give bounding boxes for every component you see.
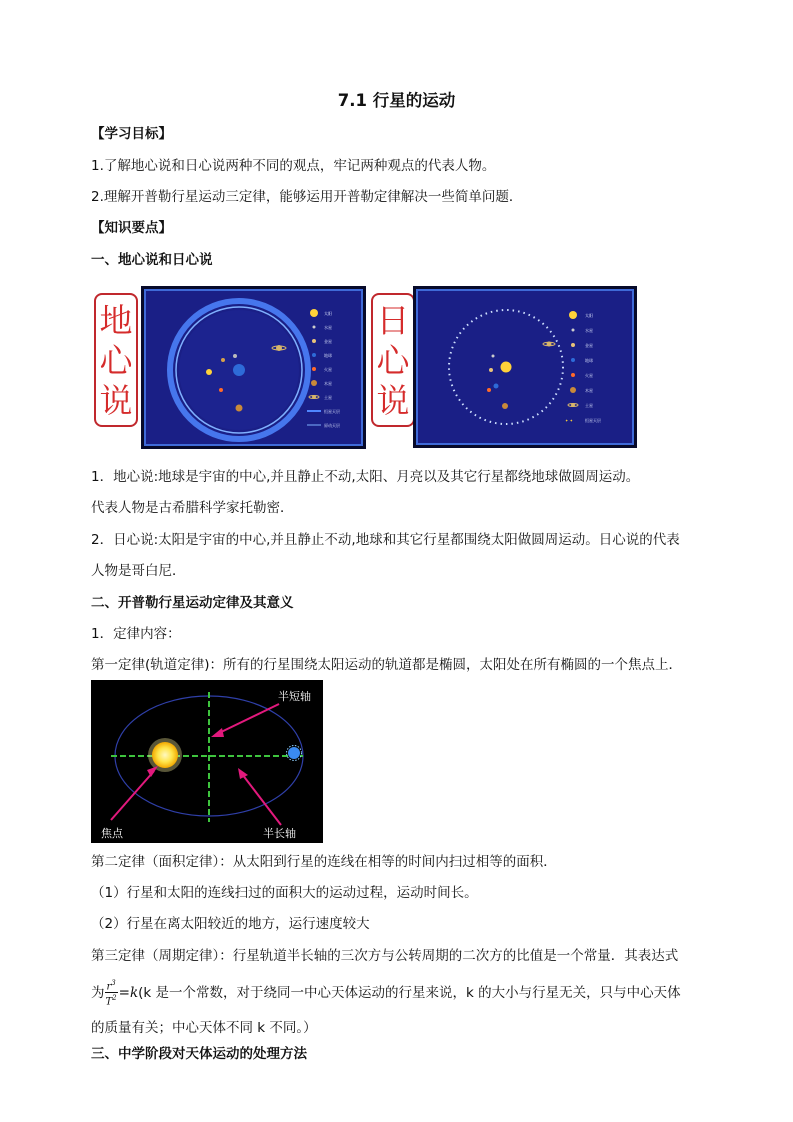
paragraph: （1）行星和太阳的连线扫过的面积大的运动过程，运动时间长。 <box>91 885 478 901</box>
legend-label: 水星 <box>585 328 593 333</box>
legend-label: 太阳 <box>324 311 332 316</box>
legend-label: 火星 <box>585 373 593 378</box>
label-char: 说 <box>376 381 410 420</box>
label-char: 心 <box>99 341 133 380</box>
svg-text:✦ ✦: ✦ ✦ <box>565 418 573 423</box>
semi-minor-axis-label: 半短轴 <box>278 690 311 703</box>
section-heading: 二、开普勒行星运动定律及其意义 <box>91 595 294 611</box>
label-char: 地 <box>99 301 133 340</box>
paragraph: 人物是哥白尼． <box>91 563 186 579</box>
label-char: 说 <box>99 381 133 420</box>
focus-label: 焦点 <box>101 827 123 840</box>
formula-fraction <box>105 978 118 1008</box>
legend-label: 太阳 <box>585 313 593 318</box>
page-title: 7.1 行星的运动 <box>337 91 456 110</box>
heliocentric-label <box>371 293 415 427</box>
goals-heading: 【学习目标】 <box>91 126 172 142</box>
formula-denominator-exp: 2 <box>112 994 117 1003</box>
paragraph: 1．定律内容： <box>91 626 181 642</box>
law-1-text: 第一定律(轨道定律)：所有的行星围绕太阳运动的轨道都是椭圆，太阳处在所有椭圆的一个焦点上． <box>91 657 683 673</box>
legend-label: 地球 <box>585 358 593 363</box>
paragraph: 2．日心说:太阳是宇宙的中心,并且静止不动,地球和其它行星都围绕太阳做圆周运动。日心说的代表 <box>91 532 680 548</box>
law-3-explanation: (k 是一个常数，对于绕同一中心天体运动的行星来说，k 的大小与行星无关，只与中心天体 <box>138 984 681 1001</box>
legend-label: 火星 <box>324 367 332 372</box>
law-3-text: 第三定律（周期定律）：行星轨道半长轴的三次方与公转周期的二次方的比值是一个常量．其表达式 <box>91 948 679 964</box>
formula-numerator: r <box>106 981 112 993</box>
legend-label: 土星 <box>585 403 593 408</box>
legend-label: 金星 <box>585 343 593 348</box>
label-char: 心 <box>376 341 410 380</box>
goal-item: 1.了解地心说和日心说两种不同的观点，牢记两种观点的代表人物。 <box>91 158 496 174</box>
legend-label: 恒星天层 <box>324 409 340 414</box>
legend-label: 木星 <box>324 381 332 386</box>
section-heading: 一、地心说和日心说 <box>91 252 213 268</box>
kepler-ellipse-figure <box>91 680 323 843</box>
section-heading: 三、中学阶段对天体运动的处理方法 <box>91 1046 307 1062</box>
paragraph: （2）行星在离太阳较近的地方，运行速度较大 <box>91 916 370 932</box>
paragraph: 1．地心说:地球是宇宙的中心,并且静止不动,太阳、月亮以及其它行星都绕地球做圆周运动。 <box>91 469 640 485</box>
legend-label: 土星 <box>324 395 332 400</box>
legend-label: 木星 <box>585 388 593 393</box>
formula-rhs: =k <box>118 984 139 1001</box>
law-3-formula-line <box>91 978 681 1008</box>
legend-label: 恒星天层 <box>585 418 601 423</box>
law-2-text: 第二定律（面积定律）：从太阳到行星的连线在相等的时间内扫过相等的面积． <box>91 854 557 870</box>
paragraph: 的质量有关；中心天体不同 k 不同。） <box>91 1020 317 1036</box>
semi-major-axis-label: 半长轴 <box>263 827 296 840</box>
points-heading: 【知识要点】 <box>91 220 172 236</box>
legend-label: 金星 <box>324 339 332 344</box>
label-char: 日 <box>376 301 410 340</box>
heliocentric-model-image <box>413 286 637 448</box>
goal-item: 2.理解开普勒行星运动三定律，能够运用开普勒定律解决一些简单问题． <box>91 189 523 205</box>
formula-denominator: T <box>105 996 113 1008</box>
formula-prefix: 为 <box>91 984 105 1001</box>
legend-label: 原动天层 <box>324 423 340 428</box>
legend-label: 地球 <box>324 353 332 358</box>
geocentric-model-image <box>141 286 366 449</box>
paragraph: 代表人物是古希腊科学家托勒密． <box>91 500 294 516</box>
legend-label: 水星 <box>324 325 332 330</box>
formula-numerator-exp: 3 <box>111 979 116 987</box>
geocentric-label <box>94 293 138 427</box>
